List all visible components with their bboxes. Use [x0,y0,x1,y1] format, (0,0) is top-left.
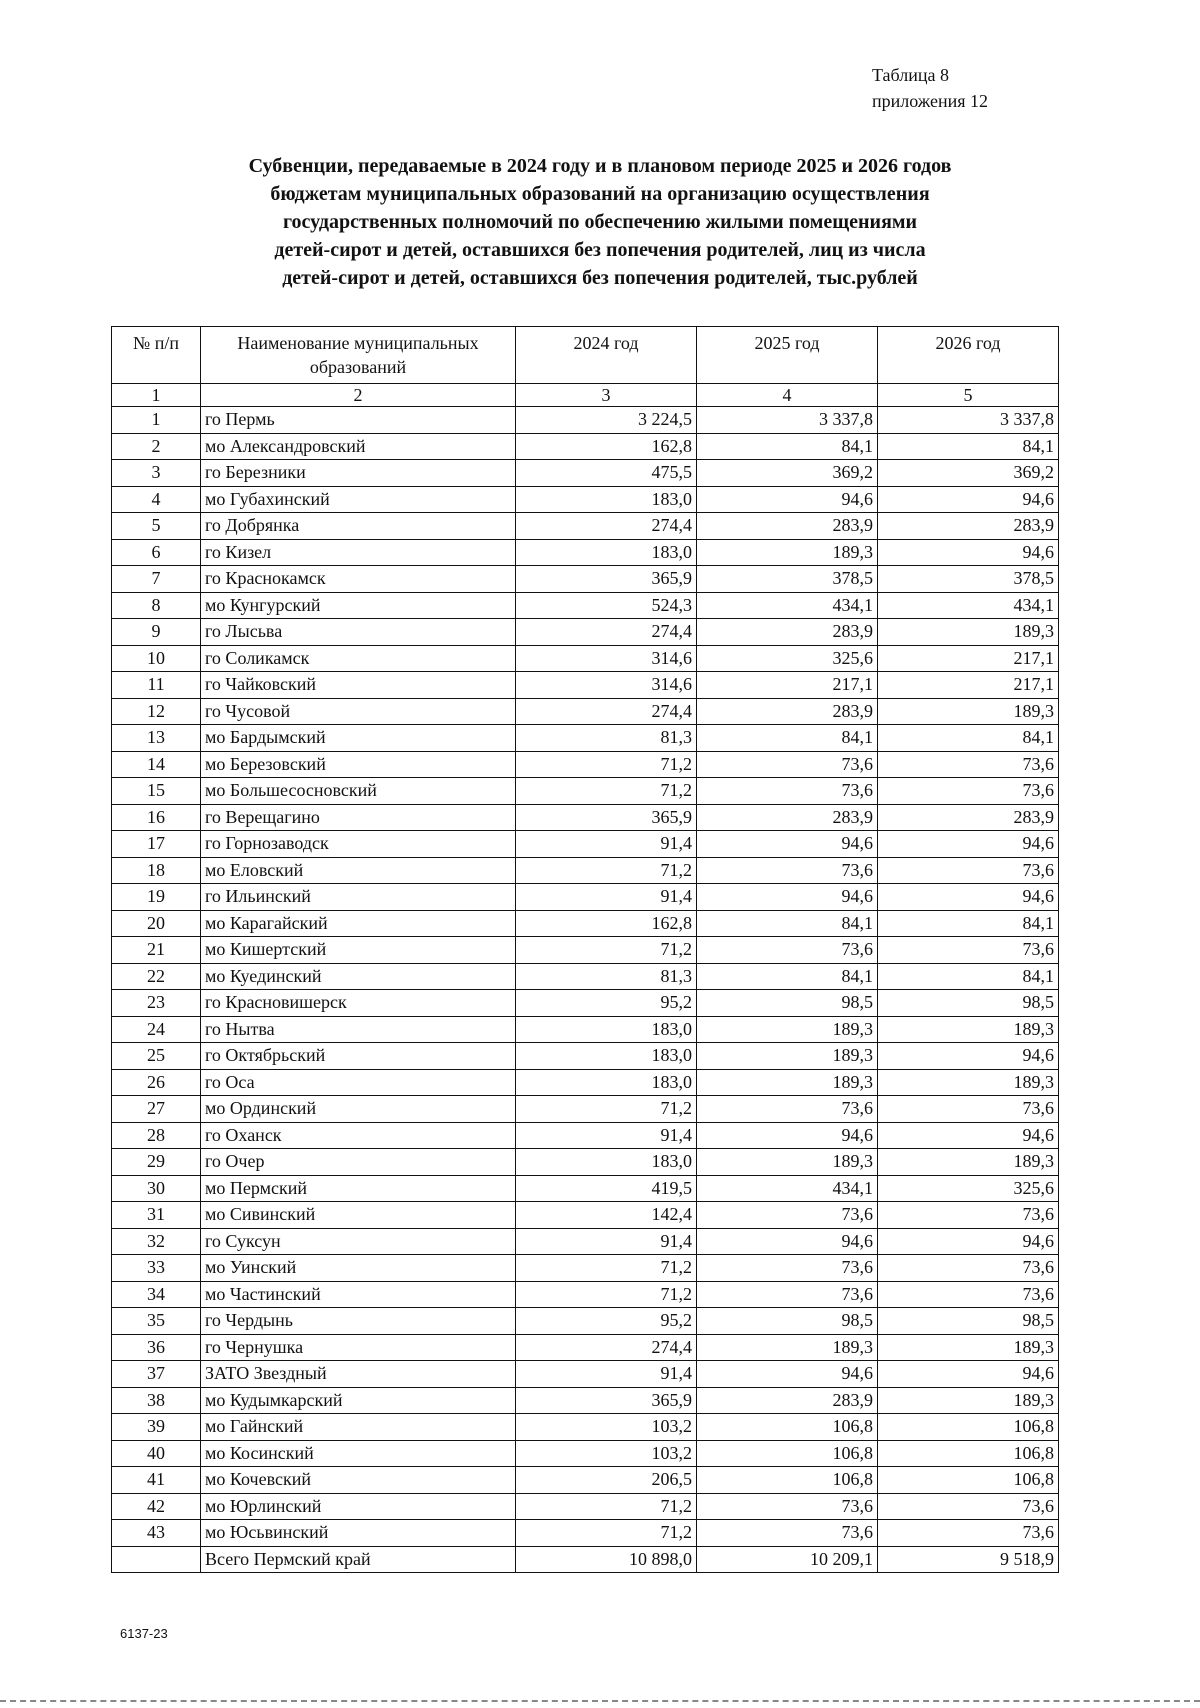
title-line3: государственных полномочий по обеспечению жилыми помещениями [282,211,918,233]
value-2025: 94,6 [697,1228,878,1255]
table-row [112,460,1059,487]
value-2026: 434,1 [878,592,1059,619]
value-2025: 106,8 [697,1467,878,1494]
row-number: 30 [112,1175,201,1202]
value-2024: 81,3 [516,725,697,752]
municipality-name: го Березники [201,460,516,487]
value-2025: 283,9 [697,1387,878,1414]
value-2025: 73,6 [697,1493,878,1520]
value-2026: 283,9 [878,804,1059,831]
value-2026: 189,3 [878,1149,1059,1176]
municipality-name: мо Ординский [201,1096,516,1123]
value-2026: 369,2 [878,460,1059,487]
table-row [112,1069,1059,1096]
row-number: 23 [112,990,201,1017]
row-number: 9 [112,619,201,646]
value-2026: 94,6 [878,539,1059,566]
row-number: 27 [112,1096,201,1123]
value-2024: 91,4 [516,884,697,911]
value-2026: 325,6 [878,1175,1059,1202]
municipality-name: мо Пермский [201,1175,516,1202]
municipality-name: го Добрянка [201,513,516,540]
value-2024: 274,4 [516,1334,697,1361]
value-2024: 91,4 [516,1228,697,1255]
municipality-name: мо Частинский [201,1281,516,1308]
value-2025: 434,1 [697,1175,878,1202]
row-number: 39 [112,1414,201,1441]
value-2025: 3 337,8 [697,407,878,434]
row-number: 29 [112,1149,201,1176]
value-2025: 73,6 [697,1281,878,1308]
subsidy-table [111,326,1059,1573]
value-2025: 189,3 [697,1043,878,1070]
row-number: 41 [112,1467,201,1494]
municipality-name: мо Губахинский [201,486,516,513]
value-2025: 189,3 [697,1149,878,1176]
row-number: 7 [112,566,201,593]
value-2025: 94,6 [697,486,878,513]
table-row [112,1334,1059,1361]
row-number: 14 [112,751,201,778]
table-row [112,672,1059,699]
value-2025: 73,6 [697,1096,878,1123]
municipality-name: го Нытва [201,1016,516,1043]
value-2026: 94,6 [878,1122,1059,1149]
value-2026: 94,6 [878,1361,1059,1388]
value-2024: 103,2 [516,1414,697,1441]
value-2024: 183,0 [516,1069,697,1096]
header-2025: 2025 год [697,327,878,384]
header-num [112,327,201,384]
value-2026: 73,6 [878,751,1059,778]
table-row [112,1202,1059,1229]
total-2024: 10 898,0 [516,1546,697,1573]
value-2024: 183,0 [516,486,697,513]
col-number-5: 5 [878,384,1059,407]
value-2026: 84,1 [878,963,1059,990]
row-number: 40 [112,1440,201,1467]
table-row [112,433,1059,460]
value-2024: 91,4 [516,1361,697,1388]
table-row [112,1361,1059,1388]
value-2025: 94,6 [697,1361,878,1388]
municipality-name: мо Юсьвинский [201,1520,516,1547]
value-2025: 189,3 [697,1016,878,1043]
table-row [112,804,1059,831]
value-2025: 73,6 [697,1202,878,1229]
municipality-name: мо Юрлинский [201,1493,516,1520]
header-2026: 2026 год [878,327,1059,384]
table-row [112,698,1059,725]
municipality-name: мо Карагайский [201,910,516,937]
table-body [112,407,1059,1547]
municipality-name: го Пермь [201,407,516,434]
title-line1: Субвенции, передаваемые в 2024 году и в плановом периоде 2025 и 2026 годов [248,155,952,177]
total-2026: 9 518,9 [878,1546,1059,1573]
value-2024: 91,4 [516,1122,697,1149]
table-row [112,645,1059,672]
value-2025: 84,1 [697,910,878,937]
value-2026: 189,3 [878,1016,1059,1043]
municipality-name: го Суксун [201,1228,516,1255]
table-row [112,1493,1059,1520]
value-2025: 84,1 [697,963,878,990]
col-number-3: 3 [516,384,697,407]
value-2024: 103,2 [516,1440,697,1467]
value-2026: 189,3 [878,1387,1059,1414]
value-2024: 71,2 [516,857,697,884]
row-number: 19 [112,884,201,911]
value-2025: 283,9 [697,513,878,540]
municipality-name: мо Сивинский [201,1202,516,1229]
row-number: 2 [112,433,201,460]
value-2024: 71,2 [516,1096,697,1123]
value-2024: 71,2 [516,1255,697,1282]
table-row [112,1520,1059,1547]
col-number-4: 4 [697,384,878,407]
table-row [112,1228,1059,1255]
table-row [112,513,1059,540]
row-number: 32 [112,1228,201,1255]
table-reference [872,62,988,114]
value-2025: 73,6 [697,778,878,805]
value-2026: 73,6 [878,778,1059,805]
value-2024: 95,2 [516,1308,697,1335]
value-2024: 183,0 [516,1016,697,1043]
municipality-name: го Чердынь [201,1308,516,1335]
row-number: 4 [112,486,201,513]
row-number: 28 [112,1122,201,1149]
row-number: 38 [112,1387,201,1414]
total-name: Всего Пермский край [201,1546,516,1573]
value-2026: 73,6 [878,1202,1059,1229]
value-2026: 283,9 [878,513,1059,540]
table-row [112,1414,1059,1441]
row-number: 20 [112,910,201,937]
municipality-name: мо Кунгурский [201,592,516,619]
table-row [112,1043,1059,1070]
value-2025: 434,1 [697,592,878,619]
row-number: 3 [112,460,201,487]
table-row [112,1016,1059,1043]
row-number: 37 [112,1361,201,1388]
title-line5: детей-сирот и детей, оставшихся без попечения родителей, тыс.рублей [282,267,918,289]
municipality-name: го Лысьва [201,619,516,646]
municipality-name: мо Уинский [201,1255,516,1282]
value-2025: 94,6 [697,1122,878,1149]
table-row [112,1255,1059,1282]
table-row [112,486,1059,513]
value-2026: 73,6 [878,1096,1059,1123]
municipality-name: го Краснокамск [201,566,516,593]
value-2024: 274,4 [516,513,697,540]
table-row [112,937,1059,964]
value-2025: 189,3 [697,1069,878,1096]
row-number: 35 [112,1308,201,1335]
value-2024: 71,2 [516,778,697,805]
value-2025: 73,6 [697,1255,878,1282]
value-2025: 73,6 [697,937,878,964]
value-2026: 84,1 [878,725,1059,752]
value-2026: 106,8 [878,1414,1059,1441]
value-2025: 84,1 [697,433,878,460]
value-2024: 91,4 [516,831,697,858]
bottom-divider [0,1700,1200,1702]
row-number: 13 [112,725,201,752]
table-ref-line2: приложения 12 [872,91,989,111]
row-number: 25 [112,1043,201,1070]
municipality-name: ЗАТО Звездный [201,1361,516,1388]
value-2025: 98,5 [697,1308,878,1335]
value-2024: 183,0 [516,1043,697,1070]
value-2026: 189,3 [878,1334,1059,1361]
row-number: 36 [112,1334,201,1361]
value-2026: 217,1 [878,672,1059,699]
value-2025: 325,6 [697,645,878,672]
municipality-name: го Оса [201,1069,516,1096]
row-number: 42 [112,1493,201,1520]
row-number: 31 [112,1202,201,1229]
value-2026: 378,5 [878,566,1059,593]
col-number-2: 2 [201,384,516,407]
row-number: 6 [112,539,201,566]
municipality-name: мо Куединский [201,963,516,990]
col-number-1: 1 [112,384,201,407]
table-row [112,778,1059,805]
value-2025: 369,2 [697,460,878,487]
value-2026: 98,5 [878,1308,1059,1335]
value-2026: 94,6 [878,486,1059,513]
table-row [112,857,1059,884]
header-name-label: Наименование муниципальных образований [237,333,479,377]
table-row [112,407,1059,434]
value-2026: 98,5 [878,990,1059,1017]
value-2025: 73,6 [697,751,878,778]
municipality-name: го Чусовой [201,698,516,725]
value-2025: 73,6 [697,857,878,884]
value-2024: 314,6 [516,672,697,699]
value-2025: 217,1 [697,672,878,699]
value-2024: 183,0 [516,539,697,566]
value-2024: 419,5 [516,1175,697,1202]
value-2025: 94,6 [697,884,878,911]
total-num-cell [112,1546,201,1573]
total-row [112,1546,1059,1573]
table-ref-line1: Таблица 8 [872,65,949,85]
municipality-name: го Оханск [201,1122,516,1149]
municipality-name: мо Гайнский [201,1414,516,1441]
row-number: 18 [112,857,201,884]
table-row [112,910,1059,937]
municipality-name: го Верещагино [201,804,516,831]
row-number: 34 [112,1281,201,1308]
row-number: 16 [112,804,201,831]
title-line2: бюджетам муниципальных образований на организацию осуществления [270,183,930,205]
row-number: 5 [112,513,201,540]
value-2024: 524,3 [516,592,697,619]
row-number: 17 [112,831,201,858]
table-row [112,751,1059,778]
row-number: 15 [112,778,201,805]
table-row [112,592,1059,619]
row-number: 1 [112,407,201,434]
value-2024: 81,3 [516,963,697,990]
municipality-name: мо Кишертский [201,937,516,964]
value-2026: 106,8 [878,1440,1059,1467]
municipality-name: мо Большесосновский [201,778,516,805]
value-2024: 71,2 [516,751,697,778]
value-2026: 73,6 [878,1281,1059,1308]
header-2024: 2024 год [516,327,697,384]
value-2026: 94,6 [878,1043,1059,1070]
value-2026: 84,1 [878,433,1059,460]
municipality-name: мо Березовский [201,751,516,778]
document-code: 6137-23 [120,1626,168,1641]
municipality-name: го Горнозаводск [201,831,516,858]
table-row [112,1149,1059,1176]
municipality-name: мо Кочевский [201,1467,516,1494]
row-number: 33 [112,1255,201,1282]
value-2024: 475,5 [516,460,697,487]
value-2024: 142,4 [516,1202,697,1229]
table-row [112,619,1059,646]
row-number: 24 [112,1016,201,1043]
municipality-name: мо Кудымкарский [201,1387,516,1414]
document-title [150,152,1050,292]
row-number: 43 [112,1520,201,1547]
table-row [112,1440,1059,1467]
value-2024: 162,8 [516,910,697,937]
value-2026: 189,3 [878,619,1059,646]
value-2024: 71,2 [516,937,697,964]
value-2024: 71,2 [516,1493,697,1520]
value-2026: 106,8 [878,1467,1059,1494]
value-2026: 94,6 [878,831,1059,858]
value-2025: 84,1 [697,725,878,752]
value-2025: 73,6 [697,1520,878,1547]
value-2024: 71,2 [516,1520,697,1547]
table-row [112,1308,1059,1335]
municipality-name: го Красновишерск [201,990,516,1017]
table-row [112,963,1059,990]
value-2024: 365,9 [516,566,697,593]
table-row [112,725,1059,752]
row-number: 26 [112,1069,201,1096]
value-2026: 3 337,8 [878,407,1059,434]
value-2026: 94,6 [878,884,1059,911]
value-2025: 189,3 [697,539,878,566]
value-2024: 206,5 [516,1467,697,1494]
municipality-name: мо Еловский [201,857,516,884]
row-number: 22 [112,963,201,990]
table-row [112,1096,1059,1123]
table-row [112,1281,1059,1308]
value-2026: 73,6 [878,1255,1059,1282]
table-row [112,1175,1059,1202]
header-name [201,327,516,384]
value-2025: 106,8 [697,1414,878,1441]
table-row [112,566,1059,593]
row-number: 21 [112,937,201,964]
value-2024: 274,4 [516,698,697,725]
municipality-name: го Октябрьский [201,1043,516,1070]
value-2024: 71,2 [516,1281,697,1308]
value-2025: 98,5 [697,990,878,1017]
municipality-name: го Ильинский [201,884,516,911]
header-row [112,327,1059,384]
value-2026: 189,3 [878,698,1059,725]
value-2026: 217,1 [878,645,1059,672]
value-2025: 283,9 [697,698,878,725]
table-row [112,1122,1059,1149]
value-2026: 73,6 [878,857,1059,884]
total-2025: 10 209,1 [697,1546,878,1573]
municipality-name: го Соликамск [201,645,516,672]
value-2024: 365,9 [516,804,697,831]
municipality-name: мо Александровский [201,433,516,460]
title-line4: детей-сирот и детей, оставшихся без попечения родителей, лиц из числа [274,239,926,261]
header-num-label: № п/п [133,333,179,353]
municipality-name: го Кизел [201,539,516,566]
municipality-name: го Чайковский [201,672,516,699]
municipality-name: го Чернушка [201,1334,516,1361]
value-2024: 183,0 [516,1149,697,1176]
value-2026: 73,6 [878,1520,1059,1547]
row-number: 10 [112,645,201,672]
value-2026: 73,6 [878,937,1059,964]
value-2024: 162,8 [516,433,697,460]
row-number: 8 [112,592,201,619]
municipality-name: мо Бардымский [201,725,516,752]
value-2025: 283,9 [697,619,878,646]
value-2025: 94,6 [697,831,878,858]
value-2024: 274,4 [516,619,697,646]
table-row [112,1467,1059,1494]
value-2025: 378,5 [697,566,878,593]
value-2024: 95,2 [516,990,697,1017]
municipality-name: го Очер [201,1149,516,1176]
value-2026: 84,1 [878,910,1059,937]
value-2026: 94,6 [878,1228,1059,1255]
row-number: 11 [112,672,201,699]
table-row [112,990,1059,1017]
value-2026: 73,6 [878,1493,1059,1520]
value-2024: 3 224,5 [516,407,697,434]
value-2025: 189,3 [697,1334,878,1361]
table-row [112,539,1059,566]
table-row [112,831,1059,858]
value-2024: 365,9 [516,1387,697,1414]
value-2025: 283,9 [697,804,878,831]
row-number: 12 [112,698,201,725]
value-2025: 106,8 [697,1440,878,1467]
value-2026: 189,3 [878,1069,1059,1096]
municipality-name: мо Косинский [201,1440,516,1467]
table-row [112,1387,1059,1414]
value-2024: 314,6 [516,645,697,672]
table-row [112,884,1059,911]
column-number-row [112,384,1059,407]
